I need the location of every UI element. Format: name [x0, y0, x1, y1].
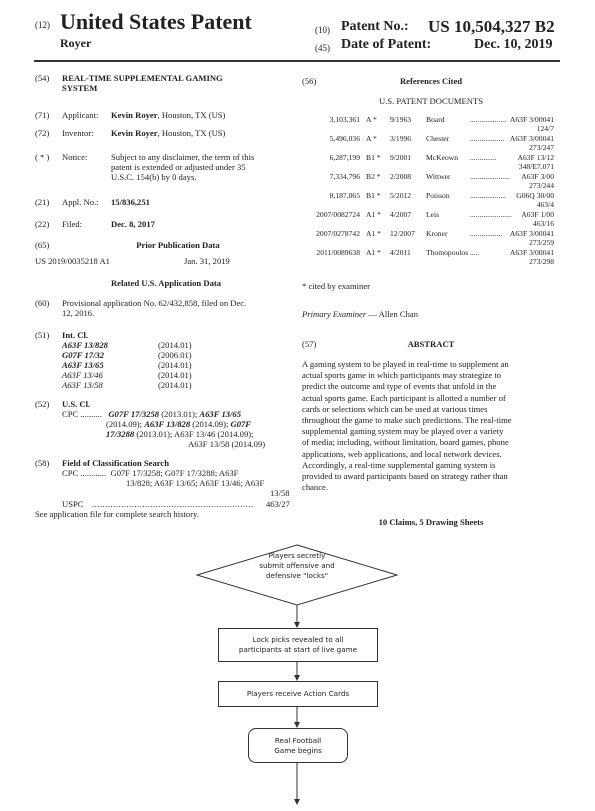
reference-leader-dots: ................... — [470, 115, 507, 124]
int-cl-heading: Int. Cl. — [62, 330, 89, 340]
patent-number-code: (10) — [315, 25, 330, 35]
kind-code-number: (12) — [35, 20, 50, 30]
decision-line2: submit offensive and — [259, 561, 335, 570]
invention-title-line2: SYSTEM — [62, 83, 98, 93]
abstract-line: A gaming system to be played in real-time to supplement an — [302, 359, 509, 369]
reference-class: A63F 3/00041 — [509, 248, 554, 257]
reference-inventor: Leis — [426, 210, 440, 219]
primary-examiner: Primary Examiner — Allen Chan — [302, 309, 419, 319]
prior-publication-date: Jan. 31, 2019 — [184, 256, 230, 266]
reference-kind: B1 * — [366, 191, 381, 200]
reference-row — [302, 210, 554, 229]
reference-class: G06Q 30/00 — [516, 191, 554, 200]
search-cpc-line3: 13/58 — [270, 488, 290, 498]
reference-date: 12/2007 — [390, 229, 415, 238]
search-history-note: See application file for complete search history. — [35, 509, 199, 519]
int-cl-date: (2014.01) — [158, 360, 192, 370]
field-60-number: (60) — [35, 298, 50, 308]
notice-line3: U.S.C. 154(b) by 0 days. — [111, 172, 197, 182]
reference-number: 7,334,796 — [329, 172, 360, 181]
date-label: Date of Patent: — [341, 37, 432, 52]
reference-subclass: 463/4 — [536, 200, 554, 209]
game-begins-box — [248, 728, 348, 763]
arrowhead-4 — [294, 799, 300, 805]
reference-leader-dots: ................. — [470, 229, 503, 238]
lock-picks-line1: Lock picks revealed to all — [252, 635, 344, 644]
int-cl-date: (2014.01) — [158, 380, 192, 390]
game-begins-line1: Real Football — [274, 735, 322, 745]
field-71-number: (71) — [35, 110, 50, 120]
abstract-line: throughout the game to make such predictions. The real-time — [302, 415, 512, 425]
reference-class: A63F 13/12 — [517, 153, 554, 162]
notice-label: Notice: — [62, 152, 88, 162]
applicant-label: Applicant: — [62, 110, 99, 120]
reference-number: 2011/0089638 — [316, 248, 360, 257]
int-cl-code: A63F 13/828 — [62, 340, 108, 350]
reference-inventor: Thomopoulos — [426, 248, 469, 257]
int-cl-code: A63F 13/58 — [62, 380, 103, 390]
patent-number-label: Patent No.: — [341, 19, 409, 34]
abstract-line: supplemental gaming system may be played over a variety — [302, 426, 504, 437]
reference-class: A63F 3/00041 — [509, 115, 554, 124]
field-56-number: (56) — [302, 76, 317, 86]
decision-line3: defensive "locks" — [265, 571, 329, 580]
references-heading: References Cited — [399, 76, 463, 86]
field-58-number: (58) — [35, 458, 50, 468]
reference-number: 2007/0278742 — [316, 229, 360, 238]
date-code: (45) — [315, 43, 330, 53]
applicant-value: Kevin Royer, Houston, TX (US) — [111, 110, 226, 120]
reference-leader-dots: ..... — [470, 248, 480, 257]
abstract-line: cards or selections which can be used at various times — [302, 403, 488, 414]
reference-inventor: McKeown — [426, 153, 459, 162]
int-cl-code: A63F 13/65 — [62, 360, 104, 370]
filed-value: Dec. 8, 2017 — [111, 219, 155, 229]
inventor-label: Inventor: — [62, 128, 94, 138]
reference-row — [302, 153, 554, 172]
action-cards-text: Players receive Action Cards — [246, 689, 350, 698]
reference-subclass: 348/E7.071 — [518, 162, 554, 171]
reference-number: 8,187,065 — [329, 191, 360, 200]
reference-leader-dots: ................... — [470, 191, 507, 200]
abstract-line: chance. — [302, 482, 328, 493]
field-54-number: (54) — [35, 73, 50, 83]
reference-subclass: 273/247 — [529, 143, 554, 152]
reference-kind: A * — [366, 134, 377, 143]
invention-title-line1: REAL-TIME SUPPLEMENTAL GAMING — [62, 73, 223, 83]
reference-inventor: Board — [426, 115, 445, 124]
claims-and-sheets: 10 Claims, 5 Drawing Sheets — [378, 517, 484, 527]
reference-subclass: 273/244 — [529, 181, 554, 190]
abstract-line: of media; including, without limitation, board games, phone — [302, 437, 509, 448]
reference-subclass: 273/259 — [529, 238, 554, 247]
reference-kind: A1 * — [366, 229, 381, 238]
reference-row — [302, 191, 554, 210]
decision-line1: Players secretly — [268, 551, 326, 560]
reference-subclass: 124/7 — [536, 124, 554, 133]
reference-row — [302, 115, 554, 134]
field-72-number: (72) — [35, 128, 50, 138]
cpc-line1: CPC .......... G07F 17/3258 (2013.01); A63F 13/65 — [62, 409, 242, 419]
related-app-heading: Related U.S. Application Data — [110, 278, 222, 288]
reference-inventor: Poisson — [426, 191, 450, 200]
inventor-value: Kevin Royer, Houston, TX (US) — [111, 128, 226, 138]
field-22-number: (22) — [35, 219, 50, 229]
prior-publication-number: US 2019/0035218 A1 — [35, 256, 110, 266]
reference-inventor: Chester — [426, 134, 450, 143]
field-65-number: (65) — [35, 240, 50, 250]
field-of-search-heading: Field of Classification Search — [62, 458, 170, 468]
patent-number-value: US 10,504,327 B2 — [428, 17, 555, 36]
int-cl-code: G07F 17/32 — [62, 350, 105, 360]
cited-by-examiner-note: * cited by examiner — [302, 281, 371, 291]
reference-date: 9/1963 — [390, 115, 412, 124]
reference-kind: A1 * — [366, 210, 381, 219]
abstract-line: provided to award participants based on strategy rather than — [302, 471, 508, 481]
abstract-line: predict the outcome and type of events that unfold in the — [302, 381, 497, 392]
reference-date: 4/2007 — [390, 210, 412, 219]
filed-label: Filed: — [62, 219, 83, 229]
abstract-heading: ABSTRACT — [407, 339, 455, 349]
reference-class: A63F 3/00 — [521, 172, 554, 181]
date-value: Dec. 10, 2019 — [474, 37, 553, 52]
notice-line1: Subject to any disclaimer, the term of this — [111, 152, 255, 162]
reference-row — [302, 134, 554, 153]
patent-title: United States Patent — [60, 9, 252, 34]
reference-number: 6,287,199 — [329, 153, 360, 162]
reference-kind: A * — [366, 115, 377, 124]
reference-date: 5/2012 — [390, 191, 412, 200]
uspc-value: 463/27 — [266, 499, 290, 509]
search-cpc-line2: 13/828; A63F 13/65; A63F 13/46; A63F — [126, 478, 265, 488]
header-rule — [34, 60, 560, 62]
appl-no-value: 15/836,251 — [111, 197, 150, 207]
reference-leader-dots: .................. — [470, 134, 505, 143]
reference-subclass: 273/298 — [529, 257, 554, 266]
provisional-line1: Provisional application No. 62/432,858, filed on Dec. — [62, 298, 247, 308]
reference-kind: A1 * — [366, 248, 381, 257]
notice-marker: ( * ) — [35, 152, 50, 162]
cpc-line3: 17/3288 (2013.01); A63F 13/46 (2014.09); — [106, 429, 254, 439]
uspc-leader-dots: ............................................................. — [92, 499, 254, 509]
reference-date: 9/2001 — [390, 153, 412, 162]
us-cl-heading: U.S. Cl. — [62, 399, 91, 409]
prior-publication-heading: Prior Publication Data — [136, 240, 220, 250]
field-52-number: (52) — [35, 399, 50, 409]
reference-leader-dots: .............. — [470, 153, 497, 162]
reference-date: 3/1996 — [390, 134, 412, 143]
reference-inventor: Wittwer — [426, 172, 451, 181]
reference-inventor: Kroner — [426, 229, 448, 238]
lock-picks-revealed-box — [218, 628, 378, 662]
int-cl-date: (2014.01) — [158, 340, 192, 350]
field-57-number: (57) — [302, 339, 317, 349]
reference-number: 3,103,361 — [329, 115, 360, 124]
int-cl-date: (2014.01) — [158, 370, 192, 380]
reference-class: A63F 3/00041 — [509, 229, 554, 238]
abstract-line: applications, web applications, and local network devices. — [302, 448, 502, 459]
search-cpc-line1: CPC ............ G07F 17/3258; G07F 17/3288; A63F — [62, 468, 239, 478]
reference-leader-dots: ..................... — [470, 172, 510, 181]
reference-class: A63F 1/00 — [521, 210, 554, 219]
reference-row — [302, 229, 554, 248]
cpc-line2: (2014.09); A63F 13/828 (2014.09); G07F — [106, 419, 252, 429]
notice-line2: patent is extended or adjusted under 35 — [111, 162, 246, 172]
reference-row — [302, 172, 554, 191]
abstract-line: Accordingly, a real-time supplemental gaming system is — [302, 459, 496, 470]
decision-text — [230, 551, 364, 581]
abstract-line: actual sports game. Each participant is allotted a number of — [302, 392, 506, 403]
reference-kind: B1 * — [366, 153, 381, 162]
provisional-line2: 12, 2016. — [62, 308, 95, 318]
reference-number: 5,496,036 — [329, 134, 360, 143]
field-21-number: (21) — [35, 197, 50, 207]
appl-no-label: Appl. No.: — [62, 197, 99, 207]
uspc-label: USPC — [62, 499, 84, 509]
abstract-line: actual sports game in which participants may strategize to — [302, 370, 502, 381]
reference-kind: B2 * — [366, 172, 381, 181]
reference-leader-dots: ...................... — [470, 210, 512, 219]
int-cl-date: (2006.01) — [158, 350, 192, 360]
reference-class: A63F 3/00041 — [509, 134, 554, 143]
reference-date: 4/2011 — [390, 248, 411, 257]
reference-row — [302, 248, 554, 267]
us-patent-documents-heading: U.S. PATENT DOCUMENTS — [378, 96, 484, 106]
cpc-line4: A63F 13/58 (2014.09) — [188, 439, 266, 449]
action-cards-box — [218, 681, 378, 707]
field-51-number: (51) — [35, 330, 50, 340]
game-begins-line2: Game begins — [274, 745, 322, 755]
lock-picks-line2: participants at start of live game — [238, 645, 358, 654]
int-cl-code: A63F 13/46 — [62, 370, 103, 380]
reference-date: 2/2008 — [390, 172, 412, 181]
reference-number: 2007/0082724 — [316, 210, 360, 219]
reference-subclass: 463/16 — [532, 219, 554, 228]
inventor-short-name: Royer — [60, 36, 92, 50]
